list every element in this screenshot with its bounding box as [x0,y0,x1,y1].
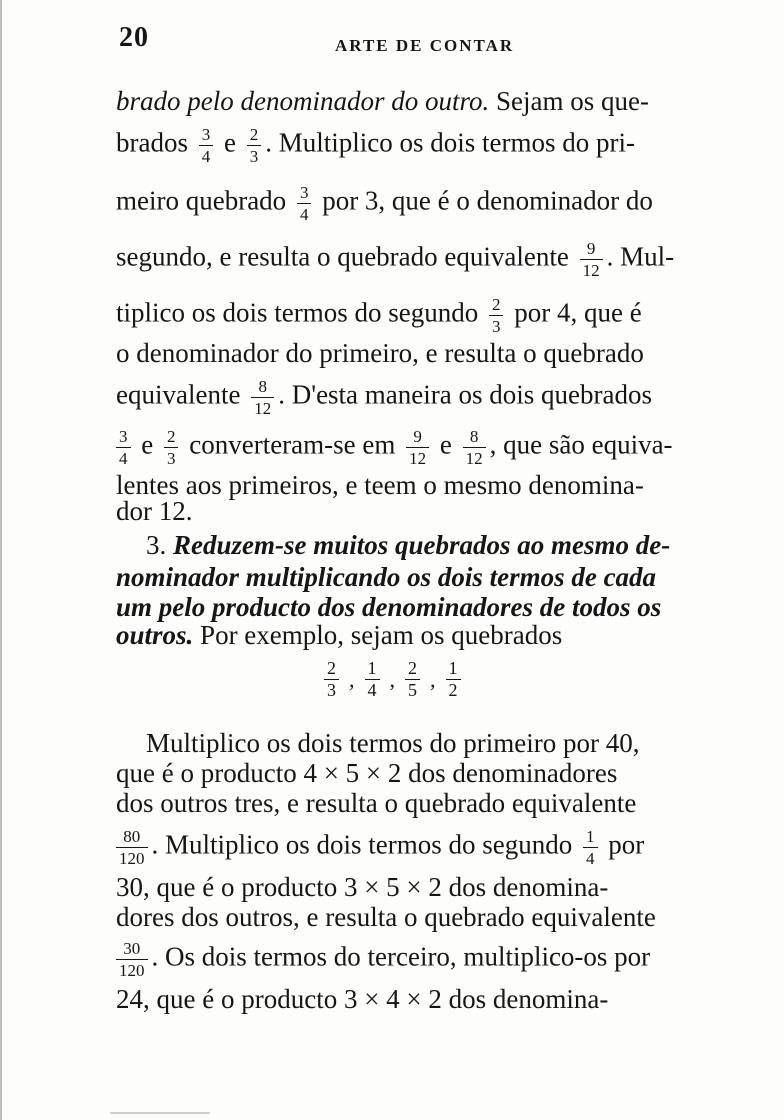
page-edge-shadow [0,0,2,1120]
fraction: $\frac{3}{4}$ [116,428,131,467]
text-line: meiro quebrado $\frac{3}{4}$ por 3, que é o denominador do [116,183,653,224]
text-line: 3. Reduzem-se muitos quebrados ao mesmo de- [146,530,671,560]
text-line: $\frac{80}{120}$ . Multiplico os dois termos do segundo $\frac{1}{4}$ por [116,828,728,867]
fraction: $\frac{9}{12}$ [580,240,603,279]
text-line: dores dos outros, e resulta o quebrado equivalente [116,902,656,932]
fraction: $\frac{2}{3}$ [489,296,504,335]
comma: , [430,666,436,692]
text-line: lentes aos primeiros, e teem o mesmo denomina- [116,470,644,500]
text-line: dor 12. [116,496,193,526]
comma: , [349,666,355,692]
fraction: $\frac{2}{3}$ [164,428,179,467]
text-line: o denominador do primeiro, e resulta o quebrado [116,338,644,368]
fraction: $\frac{8}{12}$ [463,428,486,467]
text-line: que é o producto 4 × 5 × 2 dos denominadores [116,758,618,788]
text-line: segundo, e resulta o quebrado equivalente $\frac{9}{12}$ . Mul- [116,239,675,280]
fraction: $\frac{80}{120}$ [116,828,148,867]
fraction: $\frac{2}{5}$ [405,660,420,699]
page-number: 20 [119,22,149,53]
fraction: $\frac{1}{4}$ [583,828,598,867]
text-line: nominador multiplicando os dois termos de cada [116,562,657,592]
fraction: $\frac{2}{3}$ [247,126,262,165]
text-line: 30, que é o producto 3 × 5 × 2 dos denomina- [116,872,609,902]
fraction: $\frac{9}{12}$ [406,428,429,467]
scan-edge-mark [110,1112,210,1114]
fraction: $\frac{3}{4}$ [199,126,214,165]
text-line: equivalente $\frac{8}{12}$ . D'esta maneira os dois quebrados [116,377,652,418]
text-line: outros. Por exemplo, sejam os quebrados [116,620,563,650]
fraction: $\frac{30}{120}$ [116,940,148,979]
text-line: tiplico os dois termos do segundo $\frac{2}{3}$ por 4, que é [116,295,642,336]
text-line: dos outros tres, e resulta o quebrado equivalente [116,788,637,818]
fraction: $\frac{3}{4}$ [297,184,312,223]
text-line: um pelo producto dos denominadores de todos os [116,592,662,622]
comma: , [389,666,395,692]
text-line: 24, que é o producto 3 × 4 × 2 dos denomina- [116,984,609,1014]
text-line: brado pelo denominador do outro. Sejam os que- [116,86,649,116]
fraction: $\frac{1}{4}$ [365,660,380,699]
fraction: $\frac{1}{2}$ [446,660,461,699]
text-line: Multiplico os dois termos do primeiro por 40, [146,728,640,758]
fraction: $\frac{2}{3}$ [324,660,339,699]
text-line: $\frac{30}{120}$ . Os dois termos do terceiro, multiplico-os por [116,940,728,979]
text-line: $\frac{3}{4}$ e $\frac{2}{3}$ converteram-se em $\frac{9}{12}$ e $\frac{8}{12}$ , que são equiva- [116,428,728,467]
text-line: brados $\frac{3}{4}$ e $\frac{2}{3}$ . Multiplico os dois termos do pri- [116,125,635,166]
running-head: ARTE DE CONTAR [335,36,515,55]
fraction: $\frac{8}{12}$ [251,378,274,417]
fraction-list [320,660,540,699]
